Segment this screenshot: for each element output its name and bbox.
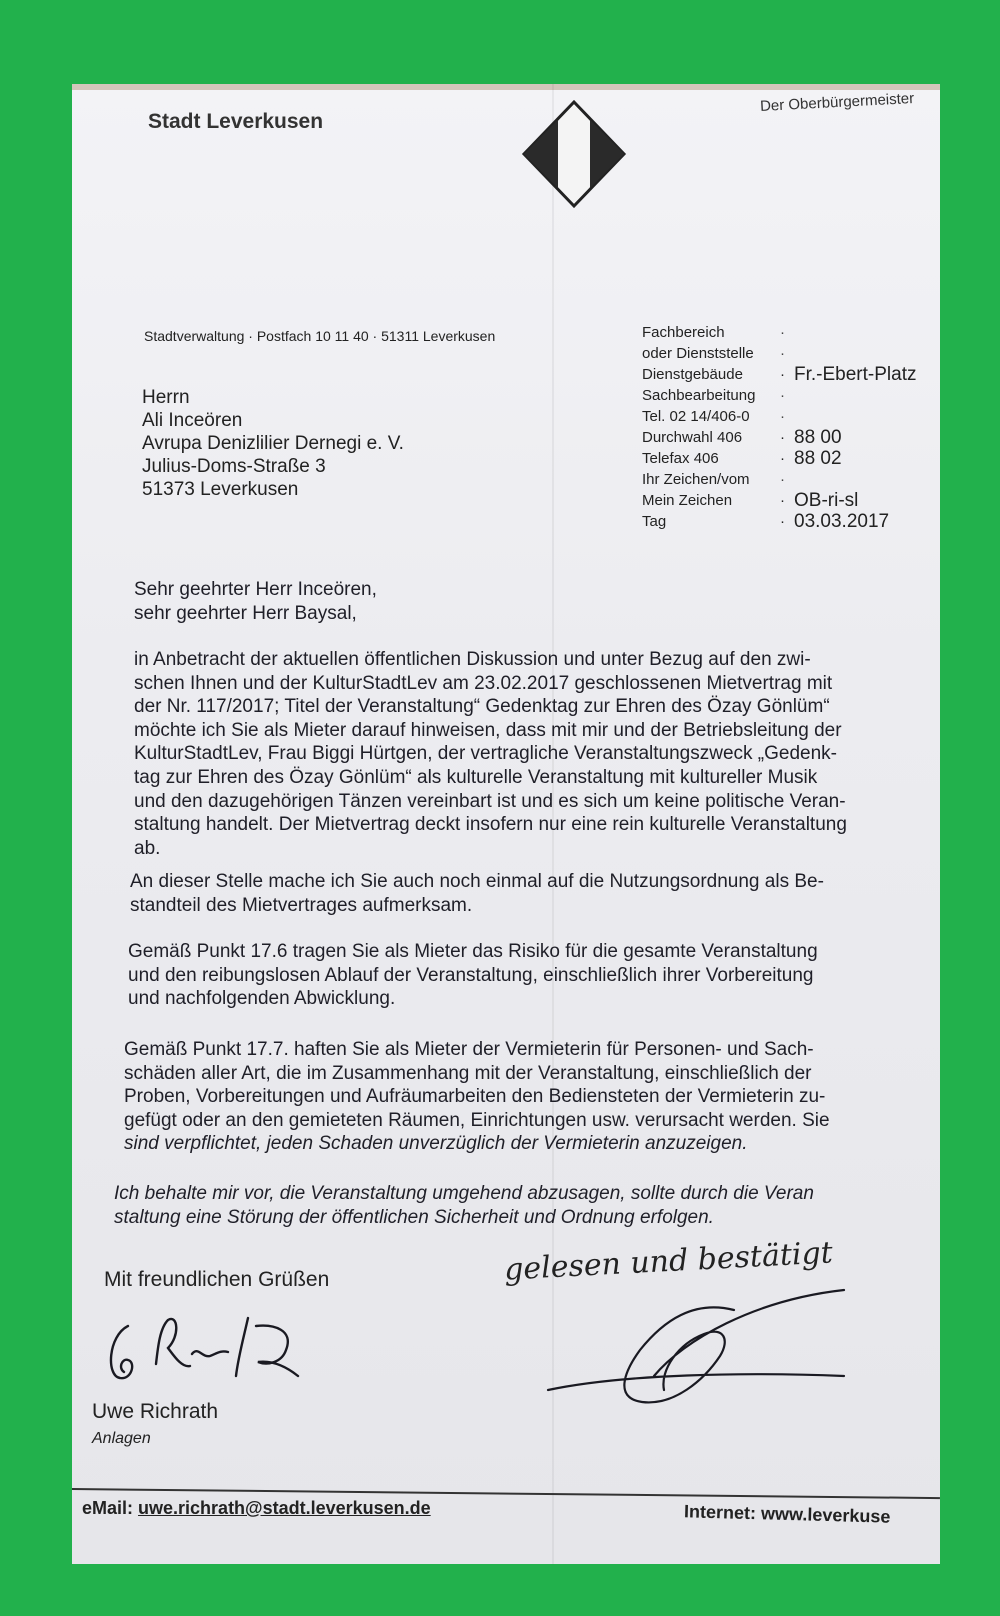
- handwritten-initials-icon: [544, 1280, 864, 1410]
- meta-row: Mein Zeichen · OB-ri-sl: [642, 490, 859, 511]
- recipient-line: Julius-Doms-Straße 3: [142, 456, 326, 477]
- footer-email: eMail: uwe.richrath@stadt.leverkusen.de: [82, 1498, 431, 1518]
- letter-page: [72, 84, 940, 1564]
- paragraph-1: in Anbetracht der aktuellen öffentlichen Diskussion und unter Bezug auf den zwi- schen Ihnen und der KulturStadtLev am 23.02.2017 geschlossenen Mietvertrag mit der Nr. 117/2017; Titel der Veranstaltung“ Gedenktag zur Ehren des Özay Gönlüm“ möchte ich Sie als Mieter darauf hinweisen, dass mit mir und der Betriebsleitung der KulturStadtLev, Frau Biggi Hürtgen, der vertragliche Veranstaltungszweck „Gedenk- tag zur Ehren des Özay Gönlüm“ als kulturelle Veranstaltung mit kultureller Musik und den dazugehörigen Tänzen vereinbart ist und es sich um keine politische Veran- staltung handelt. Der Mietvertrag deckt insofern nur eine rein kulturelle Veranstaltung ab.: [134, 649, 847, 859]
- recipient-address: [142, 386, 404, 501]
- meta-row: oder Dienststelle ·: [642, 345, 785, 362]
- reference-block: [642, 322, 916, 532]
- recipient-line: Avrupa Denizlilier Dernegi e. V.: [142, 433, 404, 454]
- meta-row: Fachbereich ·: [642, 324, 785, 341]
- handwritten-confirmation: gelesen und bestätigt: [503, 1235, 834, 1288]
- recipient-line: Ali Inceören: [142, 410, 243, 431]
- recipient-line: 51373 Leverkusen: [142, 479, 299, 500]
- meta-row: Tel. 02 14/406-0 ·: [642, 408, 785, 425]
- meta-row: Ihr Zeichen/vom ·: [642, 471, 785, 488]
- letterhead-office: Der Oberbürgermeister: [759, 89, 915, 116]
- paper-top-edge: [72, 84, 940, 90]
- meta-row: Sachbearbeitung ·: [642, 387, 785, 404]
- letterhead-city: Stadt Leverkusen: [148, 110, 324, 133]
- meta-row: Durchwahl 406 · 88 00: [642, 427, 842, 448]
- signatory-name: Uwe Richrath: [92, 1400, 219, 1423]
- paragraph-4: Gemäß Punkt 17.7. haften Sie als Mieter der Vermieterin für Personen- und Sach- schäden aller Art, die im Zusammenhang mit der Veranstaltung, einschließlich der Proben, Vorbereitungen und Aufräumarbeiten den Bediensteten der Vermieterin zu- gefügt oder an den gemieteten Räumen, Einrichtungen usw. verursacht werden. Sie sind verpflichtet, jeden Schaden unverzüglich der Vermieterin anzuzeigen.: [124, 1039, 830, 1155]
- footer-internet: Internet: www.leverkuse: [683, 1501, 891, 1527]
- paragraph-2: An dieser Stelle mache ich Sie auch noch einmal auf die Nutzungsordnung als Be- standteil des Mietvertrages aufmerksam.: [130, 871, 824, 916]
- internet-link[interactable]: www.leverkuse: [760, 1503, 891, 1527]
- recipient-line: Herrn: [142, 387, 190, 408]
- salutation: Sehr geehrter Herr Inceören, sehr geehrter Herr Baysal,: [134, 579, 377, 624]
- meta-row: Dienstgebäude · Fr.-Ebert-Platz: [642, 364, 917, 385]
- city-emblem-icon: [520, 98, 628, 210]
- return-address: Stadtverwaltung · Postfach 10 11 40 · 51311 Leverkusen: [144, 328, 496, 344]
- attachments-label: Anlagen: [92, 1430, 151, 1447]
- meta-row: Tag · 03.03.2017: [642, 511, 890, 532]
- email-link[interactable]: uwe.richrath@stadt.leverkusen.de: [138, 1498, 431, 1518]
- paragraph-5: Ich behalte mir vor, die Veranstaltung umgehend abzusagen, sollte durch die Veran staltung eine Störung der öffentlichen Sicherheit und Ordnung erfolgen.: [114, 1183, 814, 1228]
- signature-icon: [98, 1306, 318, 1386]
- paragraph-3: Gemäß Punkt 17.6 tragen Sie als Mieter das Risiko für die gesamte Veranstaltung und den reibungslosen Ablauf der Veranstaltung, einschließlich ihrer Vorbereitung und nachfolgenden Abwicklung.: [128, 941, 818, 1010]
- closing-formula: Mit freundlichen Grüßen: [104, 1268, 330, 1291]
- meta-row: Telefax 406 · 88 02: [642, 448, 842, 469]
